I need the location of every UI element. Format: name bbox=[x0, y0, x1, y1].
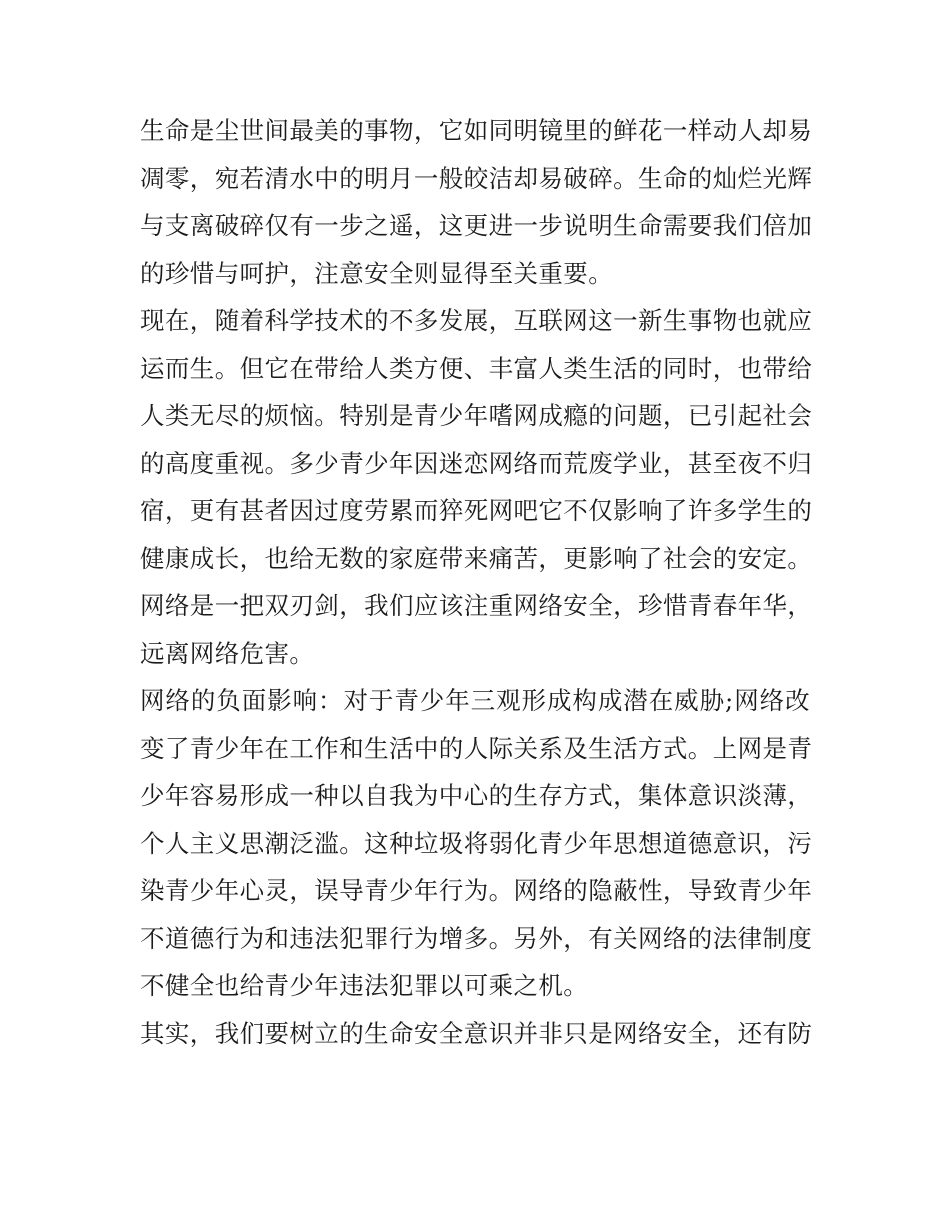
paragraph-3 bbox=[140, 677, 813, 1010]
text-line: 运而生。但它在带给人类方便、丰富人类生活的同时，也带给 bbox=[140, 353, 813, 383]
paragraph-4 bbox=[140, 1010, 813, 1058]
text-line: 生命是尘世间最美的事物，它如同明镜里的鲜花一样动人却易 bbox=[140, 116, 813, 145]
text-line: 健康成长，也给无数的家庭带来痛苦，更影响了社会的安定。 bbox=[140, 543, 813, 573]
text-line: 凋零，宛若清水中的明月一般皎洁却易破碎。生命的灿烂光辉 bbox=[140, 163, 813, 193]
text-line: 人类无尽的烦恼。特别是青少年嗜网成瘾的问题，已引起社会 bbox=[140, 401, 813, 430]
text-line: 网络的负面影响：对于青少年三观形成构成潜在威胁;网络改 bbox=[140, 686, 810, 715]
text-line: 远离网络危害。 bbox=[140, 638, 315, 668]
text-line: 的高度重视。多少青少年因迷恋网络而荒废学业，甚至夜不归 bbox=[140, 448, 813, 478]
text-line: 网络是一把双刃剑，我们应该注重网络安全，珍惜青春年华， bbox=[140, 591, 813, 620]
text-line: 现在，随着科学技术的不多发展，互联网这一新生事物也就应 bbox=[140, 306, 813, 335]
text-line: 少年容易形成一种以自我为中心的生存方式，集体意识淡薄， bbox=[140, 781, 813, 810]
text-line: 不道德行为和违法犯罪行为增多。另外，有关网络的法律制度 bbox=[140, 923, 813, 953]
paragraph-1 bbox=[140, 107, 813, 297]
text-line: 不健全也给青少年违法犯罪以可乘之机。 bbox=[140, 971, 589, 1000]
text-line: 其实，我们要树立的生命安全意识并非只是网络安全，还有防 bbox=[140, 1018, 813, 1048]
document-body bbox=[140, 107, 813, 1057]
text-line: 个人主义思潮泛滥。这种垃圾将弱化青少年思想道德意识，污 bbox=[140, 828, 813, 858]
text-line: 与支离破碎仅有一步之遥，这更进一步说明生命需要我们倍加 bbox=[140, 211, 813, 240]
text-line: 染青少年心灵，误导青少年行为。网络的隐蔽性，导致青少年 bbox=[140, 876, 813, 905]
text-line: 宿，更有甚者因过度劳累而猝死网吧它不仅影响了许多学生的 bbox=[140, 496, 813, 525]
text-line: 的珍惜与呵护，注意安全则显得至关重要。 bbox=[140, 258, 614, 288]
paragraph-2 bbox=[140, 297, 813, 677]
text-line: 变了青少年在工作和生活中的人际关系及生活方式。上网是青 bbox=[140, 733, 813, 763]
